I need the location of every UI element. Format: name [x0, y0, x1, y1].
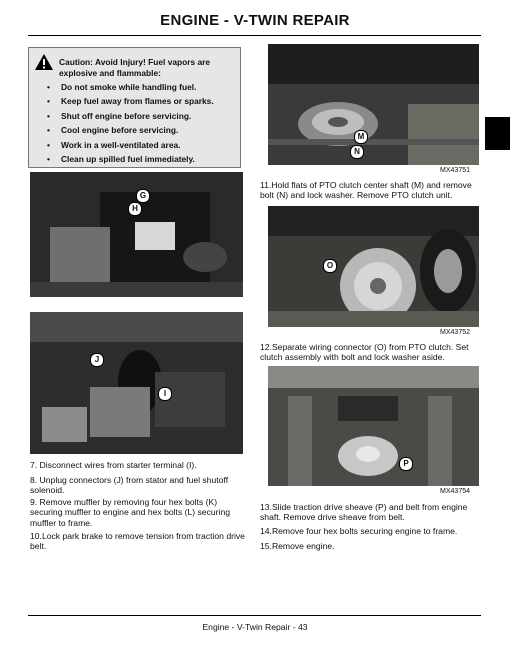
step-14: 14.Remove four hex bolts securing engine to frame. [260, 526, 458, 536]
caution-item: • Work in a well-ventilated area. [45, 140, 214, 154]
caution-item: • Cool engine before servicing. [45, 125, 214, 139]
callout-j: J [90, 353, 104, 367]
step-9: 9. Remove muffler by removing four hex bolts (K) securing muffler to engine and hex bolts (L) securing muffler to frame. [30, 497, 230, 528]
caution-item: • Shut off engine before servicing. [45, 111, 214, 125]
caution-heading: Caution: Avoid Injury! Fuel vapors are explosive and flammable: [59, 57, 211, 78]
callout-g: G [136, 189, 150, 203]
step-7: 7. Disconnect wires from starter terminal (I). [30, 460, 197, 470]
figure-wiring-connectors [30, 312, 243, 454]
warning-triangle-icon [34, 53, 54, 71]
page-footer: Engine - V-Twin Repair - 43 [202, 622, 308, 632]
step-13: 13.Slide traction drive sheave (P) and belt from engine shaft. Remove drive sheave from belt. [260, 502, 468, 523]
step-12: 12.Separate wiring connector (O) from PTO clutch. Set clutch assembly with bolt and lock washer aside. [260, 342, 469, 363]
callout-o: O [323, 259, 337, 273]
caution-item: • Keep fuel away from flames or sparks. [45, 96, 214, 110]
step-10: 10.Lock park brake to remove tension from traction drive belt. [30, 531, 245, 552]
figure-engine-top [30, 172, 243, 297]
caution-item: • Clean up spilled fuel immediately. [45, 154, 214, 168]
caution-box [28, 47, 241, 168]
section-tab [485, 117, 510, 150]
callout-p: P [399, 457, 413, 471]
page-title: ENGINE - V-TWIN REPAIR [160, 12, 350, 29]
figure-pto-clutch-shaft [268, 44, 479, 165]
callout-n: N [350, 145, 364, 159]
caution-list [45, 82, 214, 168]
callout-m: M [354, 130, 368, 144]
callout-h: H [128, 202, 142, 216]
callout-i: I [158, 387, 172, 401]
caution-item: • Do not smoke while handling fuel. [45, 82, 214, 96]
step-15: 15.Remove engine. [260, 541, 335, 551]
step-11: 11.Hold flats of PTO clutch center shaft (M) and remove bolt (N) and lock washer. Remove PTO clutch unit. [260, 180, 472, 201]
figure-traction-drive-sheave [268, 366, 479, 486]
figure-id-mx43754: MX43754 [440, 488, 470, 495]
figure-pto-clutch-assembly [268, 206, 479, 327]
header-rule [28, 35, 481, 36]
figure-id-mx43751: MX43751 [440, 167, 470, 174]
figure-id-mx43752: MX43752 [440, 329, 470, 336]
step-8: 8. Unplug connectors (J) from stator and fuel shutoff solenoid. [30, 475, 229, 496]
footer-rule [28, 615, 481, 616]
